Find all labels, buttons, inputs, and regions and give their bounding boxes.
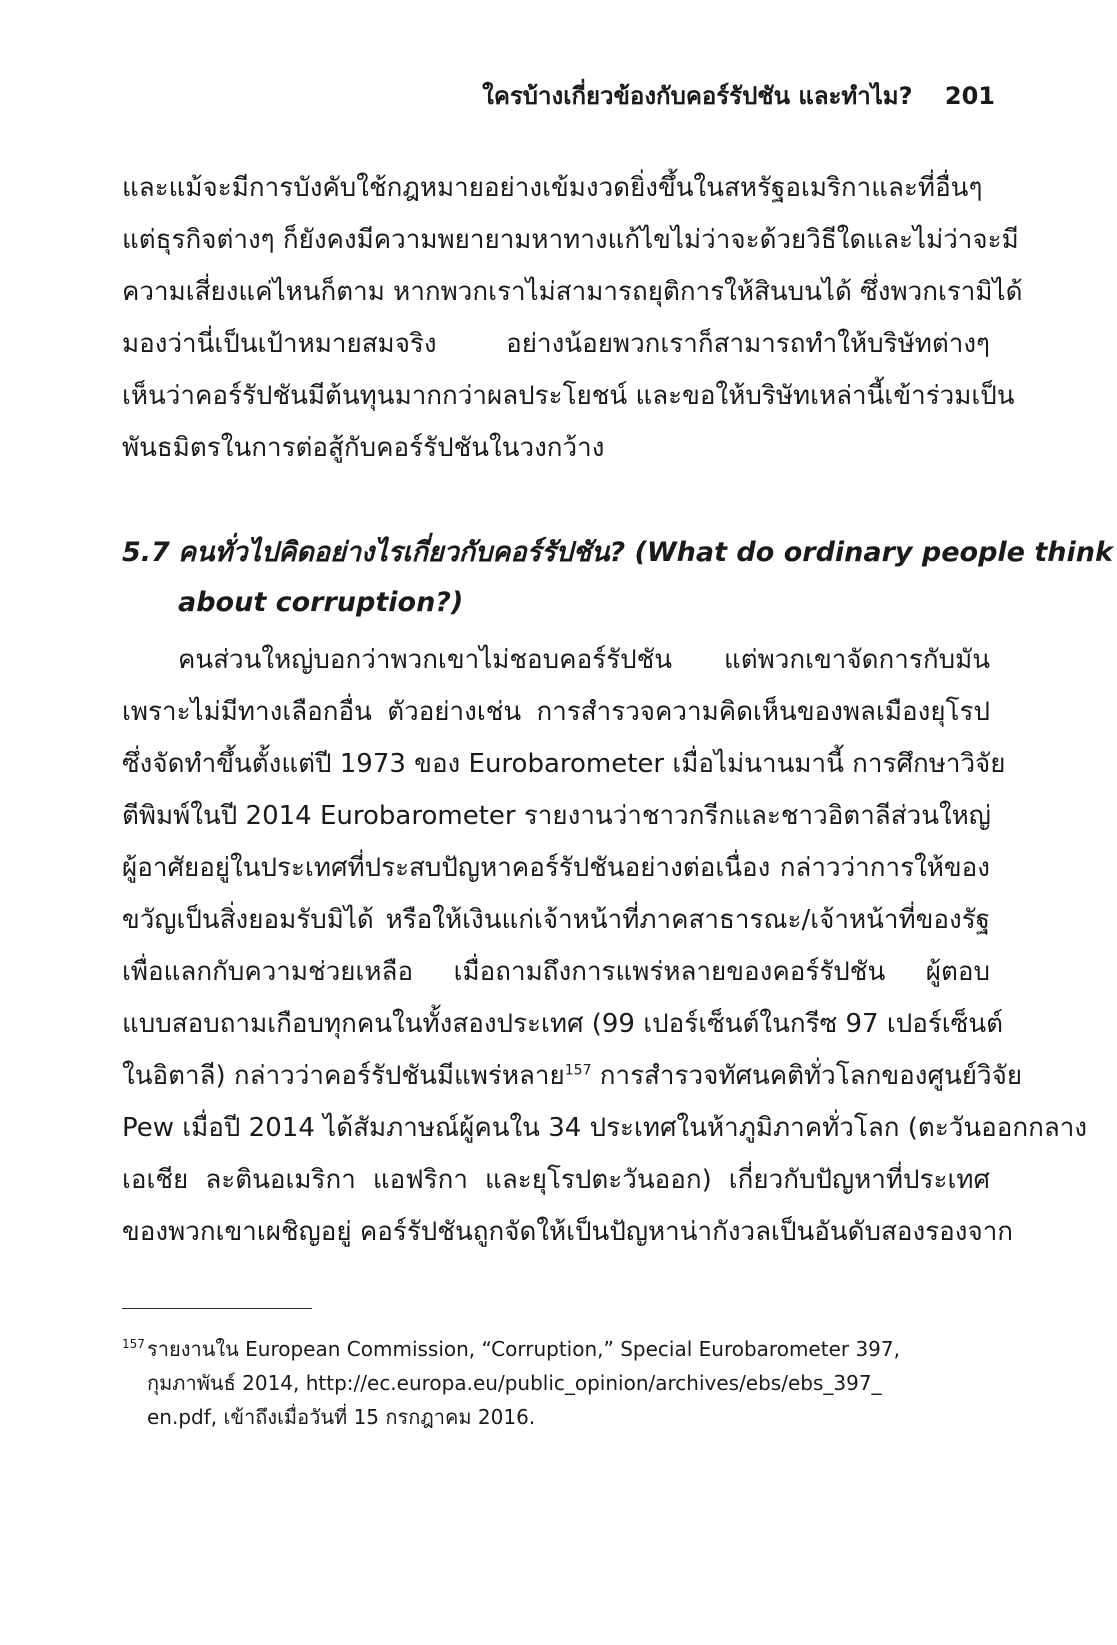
footnote-line-1: 157 รายงานใน European Commission, “Corruption,” Special Eurobarometer 397, (122, 1337, 900, 1361)
running-header-title: ใครบ้างเกี่ยวข้องกับคอร์รัปชัน และทำไม? (482, 82, 913, 110)
paragraph-line: แต่ธุรกิจต่างๆ ก็ยังคงมีความพยายามหาทางแก้ไขไม่ว่าจะด้วยวิธีใดและไม่ว่าจะมี (122, 225, 1019, 255)
footnote-reference: 157 (564, 1062, 592, 1079)
section-title: คนทั่วไปคิดอย่างไรเกี่ยวกับคอร์รัปชัน? (What do ordinary people think (178, 537, 1113, 568)
section-heading-line-2: about corruption?) (178, 587, 464, 618)
paragraph-line: และแม้จะมีการบังคับใช้กฎหมายอย่างเข้มงวดยิ่งขึ้นในสหรัฐอเมริกาและที่อื่นๆ (122, 173, 983, 203)
paragraph-line: Pew เมื่อปี 2014 ได้สัมภาษณ์ผู้คนใน 34 ประเทศในห้าภูมิภาคทั่วโลก (ตะวันออกกลาง (122, 1113, 1088, 1143)
paragraph-line: เห็นว่าคอร์รัปชันมีต้นทุนมากกว่าผลประโยชน์ และขอให้บริษัทเหล่านี้เข้าร่วมเป็น (122, 381, 1015, 411)
running-header (122, 76, 995, 116)
footnote-divider (122, 1308, 312, 1309)
paragraph-line: ผู้อาศัยอยู่ในประเทศที่ประสบปัญหาคอร์รัปชันอย่างต่อเนื่อง กล่าวว่าการให้ของ (122, 853, 990, 883)
paragraph-line-with-footnote-ref (122, 1050, 1023, 1102)
paragraph-line: พันธมิตรในการต่อสู้กับคอร์รัปชันในวงกว้าง (122, 433, 605, 463)
section-heading (122, 528, 1113, 628)
paragraph-line: ตีพิมพ์ในปี 2014 Eurobarometer รายงานว่าชาวกรีกและชาวอิตาลีส่วนใหญ่ (122, 801, 991, 831)
paragraph-1 (122, 162, 1023, 474)
paragraph-line: เอเชีย ละตินอเมริกา แอฟริกา และยุโรปตะวันออก) เกี่ยวกับปัญหาที่ประเทศ (122, 1165, 990, 1195)
paragraph-line: มองว่านี่เป็นเป้าหมายสมจริง อย่างน้อยพวกเราก็สามารถทำให้บริษัทต่างๆ (122, 329, 990, 359)
paragraph-line: คนส่วนใหญ่บอกว่าพวกเขาไม่ชอบคอร์รัปชัน แต่พวกเขาจัดการกับมัน (178, 645, 990, 675)
paragraph-line: เพราะไม่มีทางเลือกอื่น ตัวอย่างเช่น การสำรวจความคิดเห็นของพลเมืองยุโรป (122, 697, 990, 727)
paragraph-line: ซึ่งจัดทำขึ้นตั้งแต่ปี 1973 ของ Eurobarometer เมื่อไม่นานมานี้ การศึกษาวิจัย (122, 749, 1006, 779)
paragraph-line: ขวัญเป็นสิ่งยอมรับมิได้ หรือให้เงินแก่เจ้าหน้าที่ภาคสาธารณะ/เจ้าหน้าที่ของรัฐ (122, 905, 990, 935)
section-heading-line-1 (122, 528, 1113, 578)
footnote-line-3: en.pdf, เข้าถึงเมื่อวันที่ 15 กรกฎาคม 2016. (147, 1405, 536, 1429)
ref-line-start: ในอิตาลี) กล่าวว่าคอร์รัปชันมีแพร่หลาย (122, 1061, 565, 1091)
paragraph-line: ความเสี่ยงแค่ไหนก็ตาม หากพวกเราไม่สามารถยุติการให้สินบนได้ ซึ่งพวกเรามิได้ (122, 277, 1023, 307)
paragraph-line: เพื่อแลกกับความช่วยเหลือ เมื่อถามถึงการแพร่หลายของคอร์รัปชัน ผู้ตอบ (122, 957, 990, 987)
page-number: 201 (944, 82, 995, 110)
footnote-text-1: รายงานใน European Commission, “Corruption,” Special Eurobarometer 397, (147, 1337, 900, 1361)
paragraph-2 (122, 634, 1088, 1258)
footnote-line-2: กุมภาพันธ์ 2014, http://ec.europa.eu/public_opinion/archives/ebs/ebs_397_ (147, 1371, 882, 1395)
footnote (122, 1332, 990, 1434)
paragraph-line: แบบสอบถามเกือบทุกคนในทั้งสองประเทศ (99 เปอร์เซ็นต์ในกรีซ 97 เปอร์เซ็นต์ (122, 1009, 1003, 1039)
paragraph-line: ของพวกเขาเผชิญอยู่ คอร์รัปชันถูกจัดให้เป็นปัญหาน่ากังวลเป็นอันดับสองรองจาก (122, 1217, 1014, 1247)
section-number: 5.7 (122, 537, 170, 568)
ref-line-end: การสำรวจทัศนคติทั่วโลกของศูนย์วิจัย (591, 1061, 1023, 1091)
